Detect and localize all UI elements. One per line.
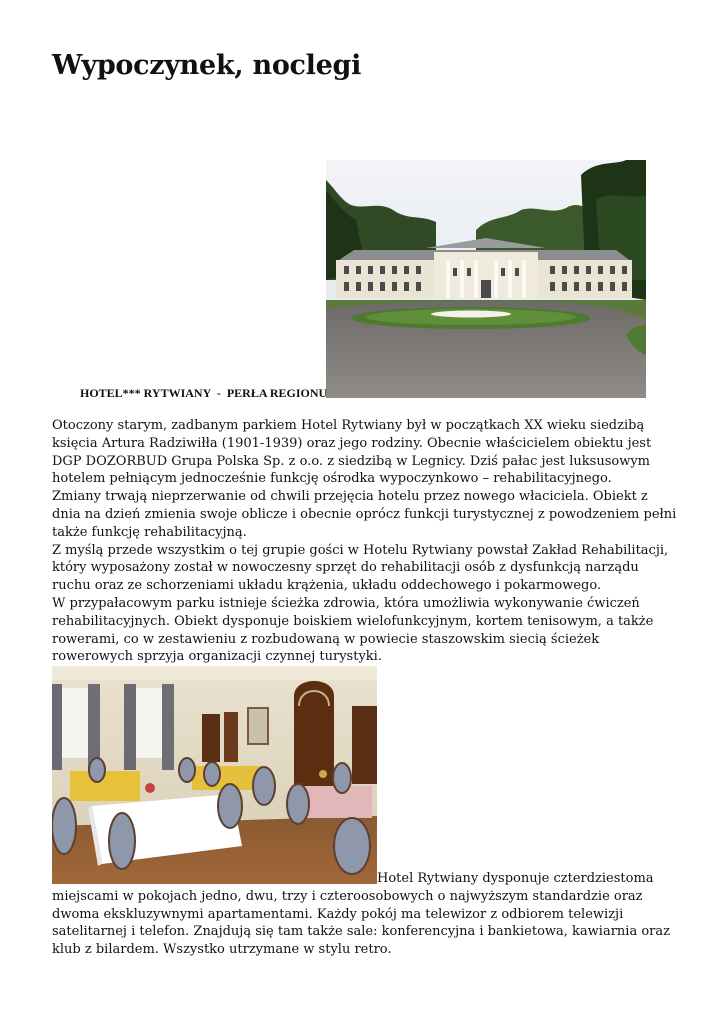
paragraph: Zmiany trwają nieprzerwanie od chwili przejęcia hotelu przez nowego właciciela. Obiekt z dnia na dzień zmienia swoje oblicze i obecnie oprócz funkcji turystycznej z powodzeniem pełni także funkcję rehabilitacyjną. [52,489,677,540]
article-body [52,417,677,666]
paragraph: Z myślą przede wszystkim o tej grupie gości w Hotelu Rytwiany powstał Zakład Rehabilitacji, który wyposażony został w nowoczesny sprzęt do rehabilitacji osób z dysfunkcją narządu ruchu oraz ze schorzeniami układu krążenia, układu oddechowego i pokarmowego. [52,542,669,594]
closing-paragraph [52,870,677,959]
paragraph: Otoczony starym, zadbanym parkiem Hotel Rytwiany był w początkach XX wieku siedzibą księcia Artura Radziwiłła (1901-1939) oraz jego rodziny. Obecnie właścicielem obiektu jest DGP DOZORBUD Grupa Polska Sp. z o.o. z siedzibą w Legnicy. Dziś pałac jest luksusowym hotelem pełniącym jednocześnie funkcję ośrodka wypoczynkowo – rehabilitacyjnego. [52,418,652,487]
page-title: Wypoczynek, noclegi [52,50,362,81]
hotel-caption: HOTEL*** RYTWIANY - PERŁA REGIONU [80,386,328,400]
paragraph: W przypałacowym parku istnieje ścieżka zdrowia, która umożliwia wykonywanie ćwiczeń rehabilitacyjnych. Obiekt dysponuje boiskiem wielofunkcyjnym, kortem tenisowym, a także rowerami, co w zestawieniu z rozbudowaną w powiecie staszowskim siecią ścieżek rowerowych sprzyja organizacji czynnej turystyki. [52,595,654,665]
paragraph: Hotel Rytwiany dysponuje czterdziestoma miejscami w pokojach jedno, dwu, trzy i czteroosobowych o najwyższym standardzie oraz dwoma ekskluzywnymi apartamentami. Każdy pokój ma telewizor z odbiorem telewizji satelitarnej i telefon. Znajdują się tam także sale: konferencyjna i bankietowa, kawiarnia oraz klub z bilardem. Wszystko utrzymane w stylu retro. [52,871,670,958]
restaurant-dining-room-photo [52,666,377,884]
hotel-palace-exterior-photo [326,160,646,398]
